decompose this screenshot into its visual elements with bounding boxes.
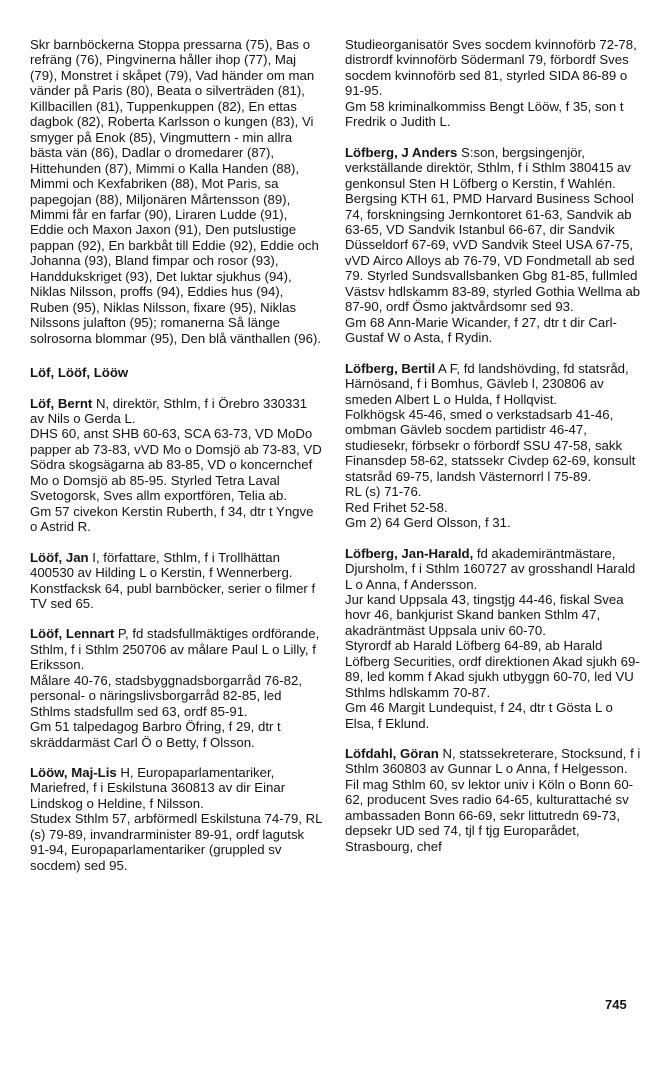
entry-text: N, direktör, Sthlm, f i Örebro 330331 av Nils o Gerda L. DHS 60, anst SHB 60-63, SCA 63-73, VD MoDo papper ab 73-83, vVD Mo o Domsjö ab 73-83, VD Södra skogsägarna ab 83-85, VD o koncernchef Mo o Domsjö ab 85-95. Styrled Tetra Laval Svetogorsk, Sves allm exportfören, Telia ab. Gm 57 civekon Kerstin Ruberth, f 34, dtr t Yngve o Astrid R. <box>30 395 322 535</box>
entry-loof-jan <box>30 550 324 612</box>
entry-name: Lööw, Maj-Lis <box>30 765 117 781</box>
page-number: 745 <box>605 997 627 1012</box>
entry-lofberg-jan-harald <box>345 546 643 731</box>
entry-text: A F, fd landshövding, fd statsråd, Härnösand, f i Bomhus, Gävleb l, 230806 av smeden Albert L o Hulda, f Hollqvist. Folkhögsk 45-46, smed o verkstadsarb 41-46, ombman Gävleb socdem partidistr 46-47, studiesekr, förbsekr o förbordf SSU 47-58, sakk Finansdep 58-62, statssekr Civdep 62-69, konsult statsråd 69-75, landsh Västernorrl l 75-89. RL (s) 71-76. Red Frihet 52-58. Gm 2) 64 Gerd Olsson, f 31. <box>345 360 636 531</box>
entry-name: Lööf, Jan <box>30 549 89 565</box>
left-column <box>30 37 324 888</box>
entry-text: N, statssekreterare, Stocksund, f i Sthlm 360803 av Gunnar L o Anna, f Helgesson. Fil mag Sthlm 60, sv lektor univ i Köln o Bonn 60-62, producent Sves radio 64-65, kulturattaché sv ambassaden Bonn 66-69, sekr littutredn 69-73, depsekr UD sed 74, tjl f tjg Europarådet, Strasbourg, chef <box>345 746 641 854</box>
entry-name: Löfberg, Bertil <box>345 360 436 376</box>
right-continuation-text: Studieorganisatör Sves socdem kvinnoförb 72-78, distrordf kvinnoförb Södermanl 79, förbordf Sves socdem kvinnoförb sed 81, styrled SIDA 86-89 o 91-95. Gm 58 kriminalkommiss Bengt Lööw, f 35, son t Fredrik o Judith L. <box>345 37 637 130</box>
entry-name: Lööf, Lennart <box>30 626 115 642</box>
right-column <box>345 37 643 869</box>
entry-lofberg-anders <box>345 145 643 346</box>
entry-lof-bernt <box>30 396 324 535</box>
entry-name-given: J Anders <box>397 144 458 160</box>
entry-text: S:son, bergsingenjör, verkställande direktör, Sthlm, f i Sthlm 380415 av genkonsul Sten H Löfberg o Kerstin, f Wahlén. Bergsing KTH 61, PMD Harvard Business School 74, forskningsing Jernkontoret 61-63, Sandvik ab 63-65, VD Sandvik Istanbul 66-67, dir Sandvik Düsseldorf 67-69, vVD Sandvik Steel USA 67-75, vVD Airco Alloys ab 76-79, VD Fondmetall ab sed 79. Styrled Sundsvallsbanken Gbg 81-85, fullmled Västsv hdlskamm 83-89, styrled Gothia Wellma ab 87-90, ordf Ösmo jaktvårdsomr sed 93. Gm 68 Ann-Marie Wicander, f 27, dtr t dir Carl-Gustaf W o Asta, f Rydin. <box>345 144 641 346</box>
entry-text: I, författare, Sthlm, f i Trollhättan 400530 av Hilding L o Kerstin, f Wennerberg. Konstfacksk 64, publ barnböcker, serier o filmer f TV sed 65. <box>30 549 316 611</box>
entry-loow-maj-lis <box>30 765 324 873</box>
entry-text: P, fd stadsfullmäktiges ordförande, Sthlm, f i Sthlm 250706 av målare Paul L o Lilly, f Eriksson. Målare 40-76, stadsbyggnadsborgarråd 76-82, personal- o näringslivsborgarråd 82-85, led Sthlms stadsfullm sed 63, ordf 85-91. Gm 51 talpedagog Barbro Öfring, f 29, dtr t skräddarmäst Carl Ö o Betty, f Olsson. <box>30 626 320 750</box>
entry-lofdahl-goran <box>345 746 643 854</box>
entry-name: Löf, Bernt <box>30 395 93 411</box>
left-continuation-text: Skr barnböckerna Stoppa pressarna (75), Bas o refräng (76), Pingvinerna håller ihop (77), Maj (79), Monstret i skåpet (79), Vad händer om man vänder på Paris (80), Beata o silverträden (81), Killbacillen (81), Tuppenkuppen (82), En ettas dagbok (82), Roberta Karlsson o kungen (83), Vi smyger på Enok (85), Vingmuttern - min allra bästa vän (86), Dadlar o dromedarer (87), Hittehunden (87), Mimmi o Kalla Handen (88), Mimmi och Kexfabriken (88), Mot Paris, sa papegojan (88), Miljonären Mårtensson (89), Mimmi får en farfar (90), Liraren Ludde (91), Eddie och Maxon Jaxon (91), Den putslustige pappan (92), En barkbåt till Eddie (92), Eddie och Johanna (93), Bland fimpar och rosor (93), Handdukskriget (93), Det luktar sjukhus (94), Niklas Nilsson, proffs (94), Eddies hus (94), Ruben (95), Niklas Nilsson, fixare (95), Niklas Nilssons julafton (95); romanerna Så länge solrosorna blommar (95), Den blå vänthallen (96). <box>30 37 321 346</box>
entry-name: Löfberg, Jan-Harald, <box>345 545 474 561</box>
entry-lofberg-bertil <box>345 361 643 531</box>
section-heading: Löf, Lööf, Lööw <box>30 365 129 381</box>
entry-name: Löfdahl, Göran <box>345 746 439 762</box>
entry-text: fd akademiräntmästare, Djursholm, f i Sthlm 160727 av grosshandl Harald L o Anna, f Andersson. Jur kand Uppsala 43, tingstjg 44-46, fiskal Svea hovr 46, bankjurist Skand banken Sthlm 47, akadräntmäst Uppsala univ 60-70. Styrordf ab Harald Löfberg 64-89, ab Harald Löfberg Securities, ordf direktionen Akad sjukh 69-89, led komm f Akad sjukh utbyggn 60-70, led VU Sthlms hdlskamm 70-87. Gm 46 Margit Lundequist, f 24, dtr t Gösta L o Elsa, f Eklund. <box>345 545 640 731</box>
entry-text: H, Europaparlamentariker, Mariefred, f i Eskilstuna 360813 av dir Einar Lindskog o Heldine, f Nilsson. Studex Sthlm 57, arbförmedl Eskilstuna 74-79, RL (s) 79-89, invandrarminister 89-91, ordf lagutsk 91-94, Europaparlamentariker (gruppled sv socdem) sed 95. <box>30 765 322 873</box>
entry-loof-lennart <box>30 626 324 750</box>
entry-name: Löfberg, <box>345 144 398 160</box>
